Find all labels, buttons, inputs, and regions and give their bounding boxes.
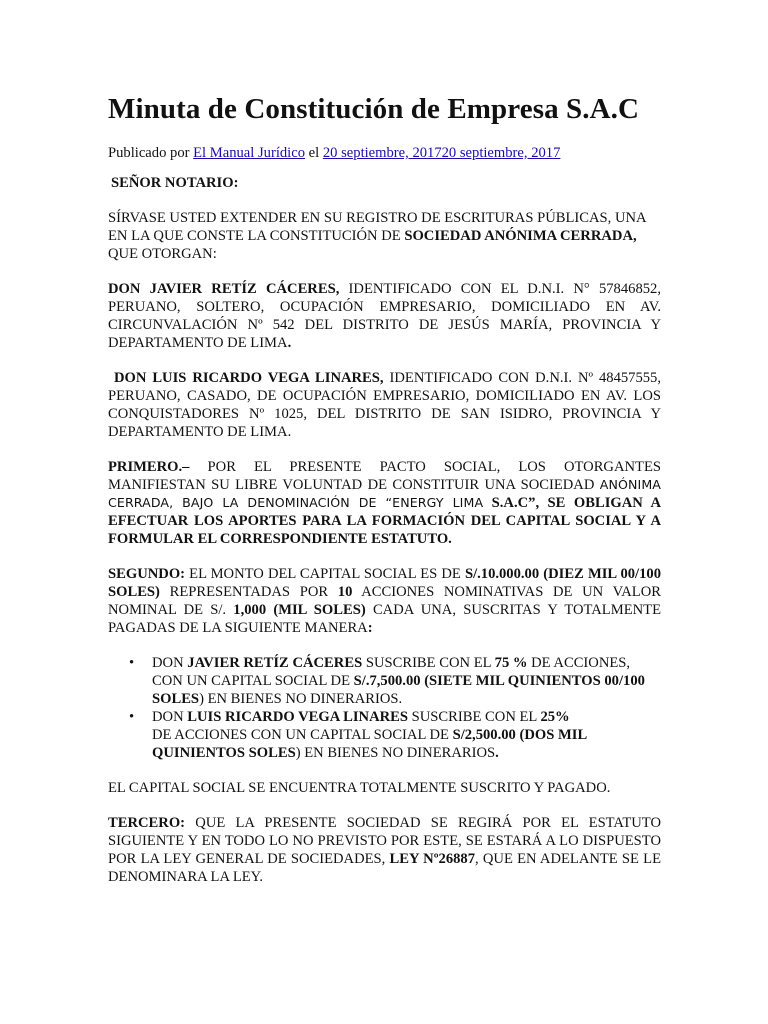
bullet-t4: ) EN BIENES NO DINERARIOS. — [199, 691, 403, 707]
party1-name: DON JAVIER RETÍZ CÁCERES, — [108, 281, 340, 297]
bullet-icon: • — [129, 709, 135, 725]
clause-primero — [108, 458, 661, 548]
primero-text: POR EL PRESENTE PACTO SOCIAL, LOS OTORGANTES MANIFIESTAN SU LIBRE VOLUNTAD DE CONSTITUIR UNA SOCIEDAD — [108, 459, 661, 493]
salutation — [108, 174, 661, 192]
bullet-t4: ) EN BIENES NO DINERARIOS — [295, 745, 496, 761]
party2-name: DON LUIS RICARDO VEGA LINARES, — [113, 370, 384, 386]
document-title: Minuta de Constitución de Empresa S.A.C — [108, 93, 640, 125]
post-meta — [108, 144, 661, 162]
document-page — [108, 92, 661, 903]
tercero-t2: , QUE EN ADELANTE SE LE DENOMINARA LA LEY. — [108, 851, 661, 885]
bullet-b3: S/2,500.00 (DOS MIL QUINIENTOS SOLES — [152, 727, 587, 761]
segundo-t3: ACCIONES NOMINATIVAS DE UN VALOR NOMINAL DE S/. — [108, 584, 661, 618]
bullet-b2: 25% — [540, 709, 570, 725]
segundo-label: SEGUNDO: — [108, 566, 186, 582]
party2-text: IDENTIFICADO CON D.N.I. Nº 48457555, PERUANO, CASADO, DE OCUPACIÓN EMPRESARIO, DOMICILIADO EN AV. LOS CONQUISTADORES Nº 1025, DEL DISTRITO DE SAN ISIDRO, PROVINCIA Y DEPARTAMENTO DE LIMA. — [108, 370, 661, 440]
date-link[interactable]: 20 septiembre, 201720 septiembre, 2017 — [322, 145, 561, 161]
segundo-b1: S/.10.000.00 (DIEZ MIL 00/100 SOLES) — [108, 566, 661, 600]
list-item — [129, 654, 661, 708]
primero-mono: ANÓNIMA CERRADA, BAJO LA DENOMINACIÓN DE “ENERGY LIMA — [108, 477, 661, 510]
meta-prefix: Publicado por — [108, 145, 190, 161]
intro-text: SÍRVASE USTED EXTENDER EN SU REGISTRO DE ESCRITURAS PÚBLICAS, UNA EN LA QUE CONSTE LA CONSTITUCIÓN DE — [108, 210, 646, 244]
segundo-b4: : — [367, 620, 373, 636]
bullet-t2: SUSCRIBE CON EL — [408, 709, 541, 725]
clause-segundo — [108, 565, 661, 637]
bullet-t3: DE ACCIONES, CON UN CAPITAL SOCIAL DE — [152, 655, 631, 689]
bullet-t3: DE ACCIONES CON UN CAPITAL SOCIAL DE — [152, 727, 453, 743]
segundo-b3: 1,000 (MIL SOLES) — [233, 602, 366, 618]
party2-paragraph — [108, 369, 661, 441]
intro-tail: QUE OTORGAN: — [108, 246, 217, 262]
tercero-b1: LEY Nº26887 — [389, 851, 476, 867]
primero-bold2: OBLIGAN A EFECTUAR LOS APORTES PARA LA FORMACIÓN DEL CAPITAL SOCIAL Y A FORMULAR EL CORRESPONDIENTE ESTATUTO. — [108, 495, 661, 547]
bullet-b3: S/.7,500.00 (SIETE MIL QUINIENTOS 00/100 SOLES — [152, 673, 645, 707]
bullet-b1: LUIS RICARDO VEGA LINARES — [187, 709, 408, 725]
tercero-label: TERCERO: — [108, 815, 186, 831]
party1-paragraph — [108, 280, 661, 352]
bullet-b2: 75 % — [494, 655, 528, 671]
bullet-b1: JAVIER RETÍZ CÁCERES — [187, 655, 363, 671]
party1-end: . — [287, 335, 292, 351]
bullet-t1: DON — [152, 709, 188, 725]
bullet-t2: SUSCRIBE CON EL — [362, 655, 495, 671]
clause-tercero — [108, 814, 661, 886]
salutation-text: SEÑOR NOTARIO: — [111, 175, 239, 191]
segundo-t4: CADA UNA, SUSCRITAS Y TOTALMENTE PAGADAS DE LA SIGUIENTE MANERA — [108, 602, 661, 636]
intro-bold: SOCIEDAD ANÓNIMA CERRADA, — [404, 228, 637, 244]
intro-paragraph — [108, 209, 661, 263]
segundo-t1: EL MONTO DEL CAPITAL SOCIAL ES DE — [185, 566, 465, 582]
bullet-b4: . — [495, 745, 499, 761]
meta-middle: el — [308, 145, 320, 161]
primero-bold1: S.A.C”, SE — [483, 495, 566, 511]
bullet-t1: DON — [152, 655, 188, 671]
share-list — [108, 654, 661, 762]
bullet-icon: • — [129, 655, 135, 671]
segundo-b2: 10 — [337, 584, 353, 600]
segundo-t2: REPRESENTADAS POR — [159, 584, 338, 600]
tercero-t1: QUE LA PRESENTE SOCIEDAD SE REGIRÁ POR EL ESTATUTO SIGUIENTE Y EN TODO LO NO PREVISTO POR ESTE, SE ESTARÁ A LO DISPUESTO POR LA LEY GENERAL DE SOCIEDADES, — [108, 815, 661, 867]
author-link[interactable]: El Manual Jurídico — [193, 145, 306, 161]
capital-note: EL CAPITAL SOCIAL SE ENCUENTRA TOTALMENTE SUSCRITO Y PAGADO. — [108, 780, 611, 796]
primero-label: PRIMERO.– — [108, 459, 190, 475]
party1-text: IDENTIFICADO CON EL D.N.I. N° 57846852, PERUANO, SOLTERO, OCUPACIÓN EMPRESARIO, DOMICILIADO EN AV. CIRCUNVALACIÓN Nº 542 DEL DISTRITO DE JESÚS MARÍA, PROVINCIA Y DEPARTAMENTO DE LIMA — [108, 281, 661, 351]
list-item — [129, 708, 661, 762]
